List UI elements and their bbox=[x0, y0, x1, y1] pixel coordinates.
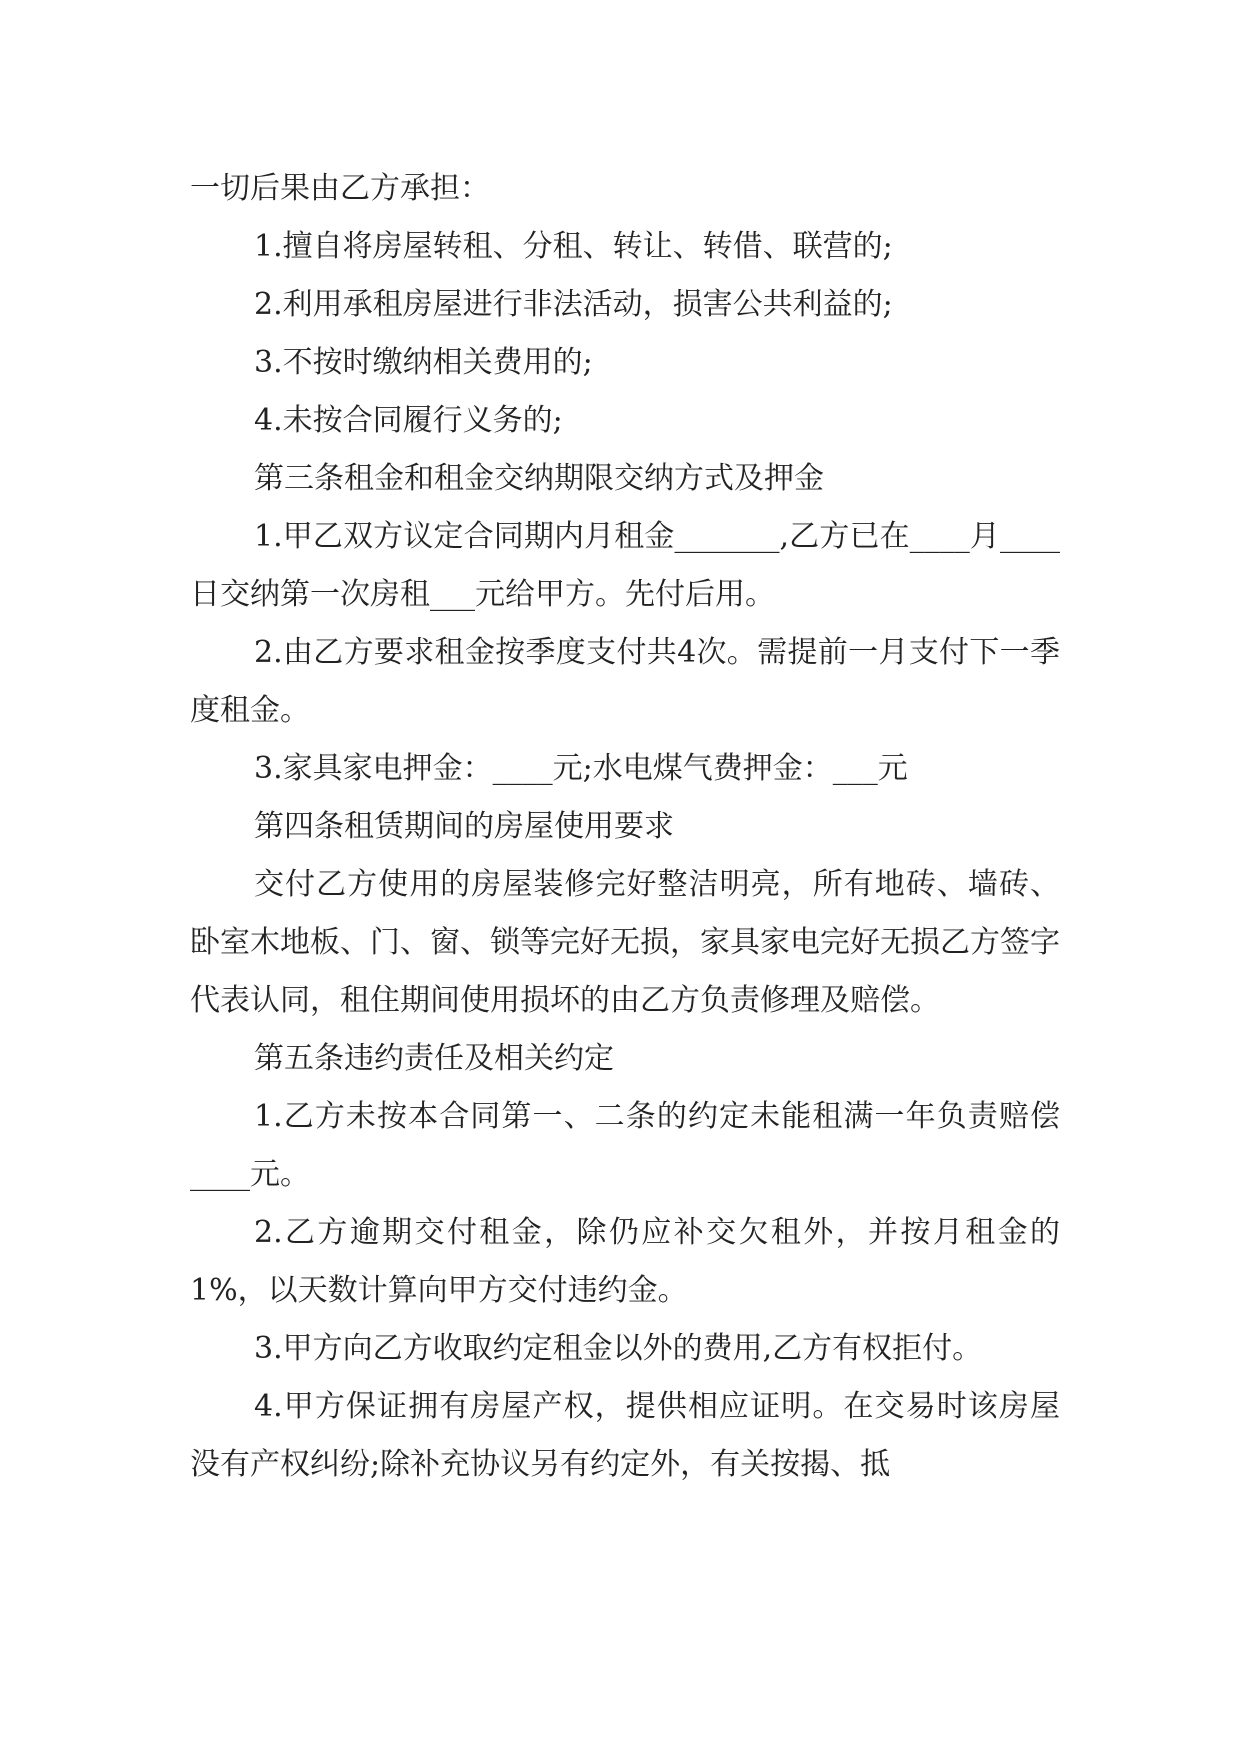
paragraph: 4.甲方保证拥有房屋产权，提供相应证明。在交易时该房屋没有产权纠纷;除补充协议另有约定外，有关按揭、抵 bbox=[190, 1389, 1060, 1482]
paragraph: 2.乙方逾期交付租金，除仍应补交欠租外，并按月租金的1%，以天数计算向甲方交付违约金。 bbox=[190, 1215, 1060, 1308]
paragraph: 2.由乙方要求租金按季度支付共4次。需提前一月支付下一季度租金。 bbox=[190, 635, 1060, 728]
section-heading: 第三条租金和租金交纳期限交纳方式及押金 bbox=[254, 461, 824, 496]
paragraph: 4.未按合同履行义务的; bbox=[254, 403, 563, 438]
paragraph: 3.不按时缴纳相关费用的; bbox=[254, 345, 593, 380]
paragraph: 交付乙方使用的房屋装修完好整洁明亮，所有地砖、墙砖、卧室木地板、门、窗、锁等完好无损，家具家电完好无损乙方签字代表认同，租住期间使用损坏的由乙方负责修理及赔偿。 bbox=[190, 867, 1060, 1018]
section-heading: 第四条租赁期间的房屋使用要求 bbox=[254, 809, 674, 844]
paragraph: 1.擅自将房屋转租、分租、转让、转借、联营的; bbox=[254, 229, 893, 264]
paragraph: 一切后果由乙方承担： bbox=[190, 171, 490, 206]
section-heading: 第五条违约责任及相关约定 bbox=[254, 1041, 614, 1076]
paragraph: 3.甲方向乙方收取约定租金以外的费用,乙方有权拒付。 bbox=[254, 1331, 983, 1366]
paragraph: 2.利用承租房屋进行非法活动，损害公共利益的; bbox=[254, 287, 893, 322]
paragraph: 3.家具家电押金：____元;水电煤气费押金：___元 bbox=[254, 751, 908, 786]
document-body bbox=[190, 160, 1060, 1494]
paragraph: 1.乙方未按本合同第一、二条的约定未能租满一年负责赔偿____元。 bbox=[190, 1099, 1060, 1192]
paragraph: 1.甲乙双方议定合同期内月租金_______,乙方已在____月____日交纳第一次房租___元给甲方。先付后用。 bbox=[190, 519, 1060, 612]
